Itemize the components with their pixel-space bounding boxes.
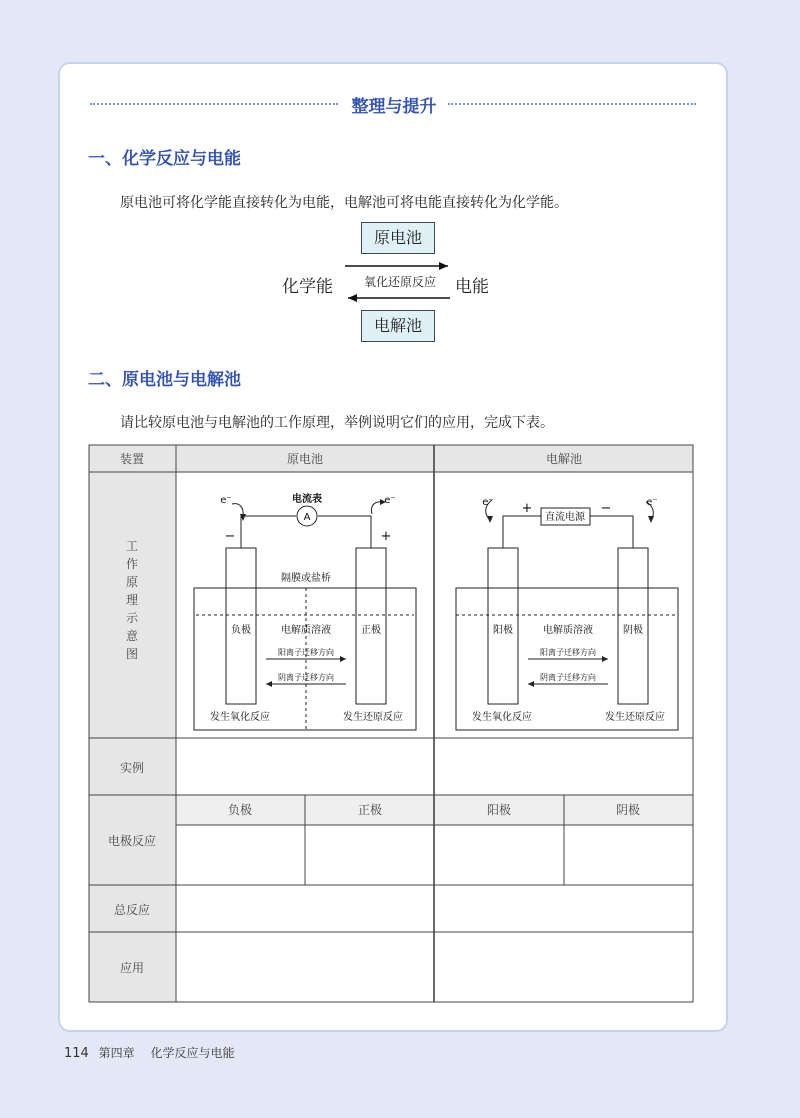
label-application: 应用 [119, 961, 145, 975]
chapter-label: 第四章 [98, 1046, 135, 1060]
chapter-title: 化学反应与电能 [150, 1046, 235, 1060]
part2-intro: 请比较原电池与电解池的工作原理，举例说明它们的应用，完成下表。 [120, 415, 554, 431]
galvanic-electron-right: e⁻ [384, 495, 396, 506]
electrolytic-electron-left: e⁻ [482, 497, 494, 508]
col-galvanic: 原电池 [286, 452, 324, 466]
sub-negative: 负极 [227, 803, 253, 817]
part1-intro: 原电池可将化学能直接转化为电能，电解池可将电能直接转化为化学能。 [120, 195, 568, 211]
part1-heading: 一、化学反应与电能 [88, 149, 241, 169]
sub-positive: 正极 [357, 803, 383, 817]
electrolytic-anode: 阳极 [493, 625, 513, 636]
galvanic-diagram [194, 492, 416, 730]
label-device: 装置 [119, 452, 145, 466]
galvanic-cation: 阳离子迁移方向 [278, 648, 334, 657]
page-number: 114 [64, 1046, 89, 1061]
galvanic-electron-left: e⁻ [220, 495, 232, 506]
electric-energy-label: 电能 [455, 277, 489, 297]
electrolytic-electron-right: e⁻ [646, 497, 658, 508]
label-principle: 工作原理示意图 [125, 539, 139, 661]
electrolytic-plus: + [521, 501, 533, 516]
electrolytic-oxidation: 发生氧化反应 [472, 712, 532, 723]
electrolytic-source: 直流电源 [545, 512, 585, 523]
sub-anode: 阳极 [486, 803, 512, 817]
part2-heading: 二、原电池与电解池 [88, 370, 241, 390]
sub-cathode: 阴极 [615, 803, 641, 817]
galvanic-minus: − [224, 529, 236, 544]
electrolytic-diagram [456, 497, 678, 730]
galvanic-meter-symbol: A [303, 512, 311, 523]
label-example: 实例 [119, 761, 145, 775]
galvanic-anion: 阴离子迁移方向 [278, 673, 334, 682]
electrolytic-reduction: 发生还原反应 [605, 712, 665, 723]
galvanic-positive: 正极 [361, 625, 381, 636]
galvanic-membrane: 隔膜或盐桥 [281, 573, 331, 584]
col-electrolytic: 电解池 [545, 452, 583, 466]
page-footer [64, 1044, 235, 1061]
galvanic-solution: 电解质溶液 [281, 625, 331, 636]
label-column-bg [89, 445, 176, 1002]
electrolytic-anion: 阴离子迁移方向 [540, 673, 596, 682]
electrolytic-solution: 电解质溶液 [543, 625, 593, 636]
galvanic-negative: 负极 [231, 625, 251, 636]
galvanic-reduction: 发生还原反应 [343, 712, 403, 723]
galvanic-plus: + [380, 529, 392, 544]
electrolytic-minus: − [600, 501, 612, 516]
label-total: 总反应 [113, 903, 151, 917]
section-title: 整理与提升 [351, 97, 437, 117]
electrolytic-cation: 阳离子迁移方向 [540, 648, 596, 657]
label-electrode: 电极反应 [107, 834, 157, 848]
redox-label: 氧化还原反应 [363, 275, 436, 289]
electrolytic-cell-box: 电解池 [361, 310, 435, 342]
galvanic-meter-label: 电流表 [292, 494, 322, 505]
galvanic-oxidation: 发生氧化反应 [210, 712, 270, 723]
electrolytic-cathode: 阴极 [623, 625, 643, 636]
galvanic-cell-box: 原电池 [361, 222, 435, 254]
chemical-energy-label: 化学能 [282, 277, 333, 297]
